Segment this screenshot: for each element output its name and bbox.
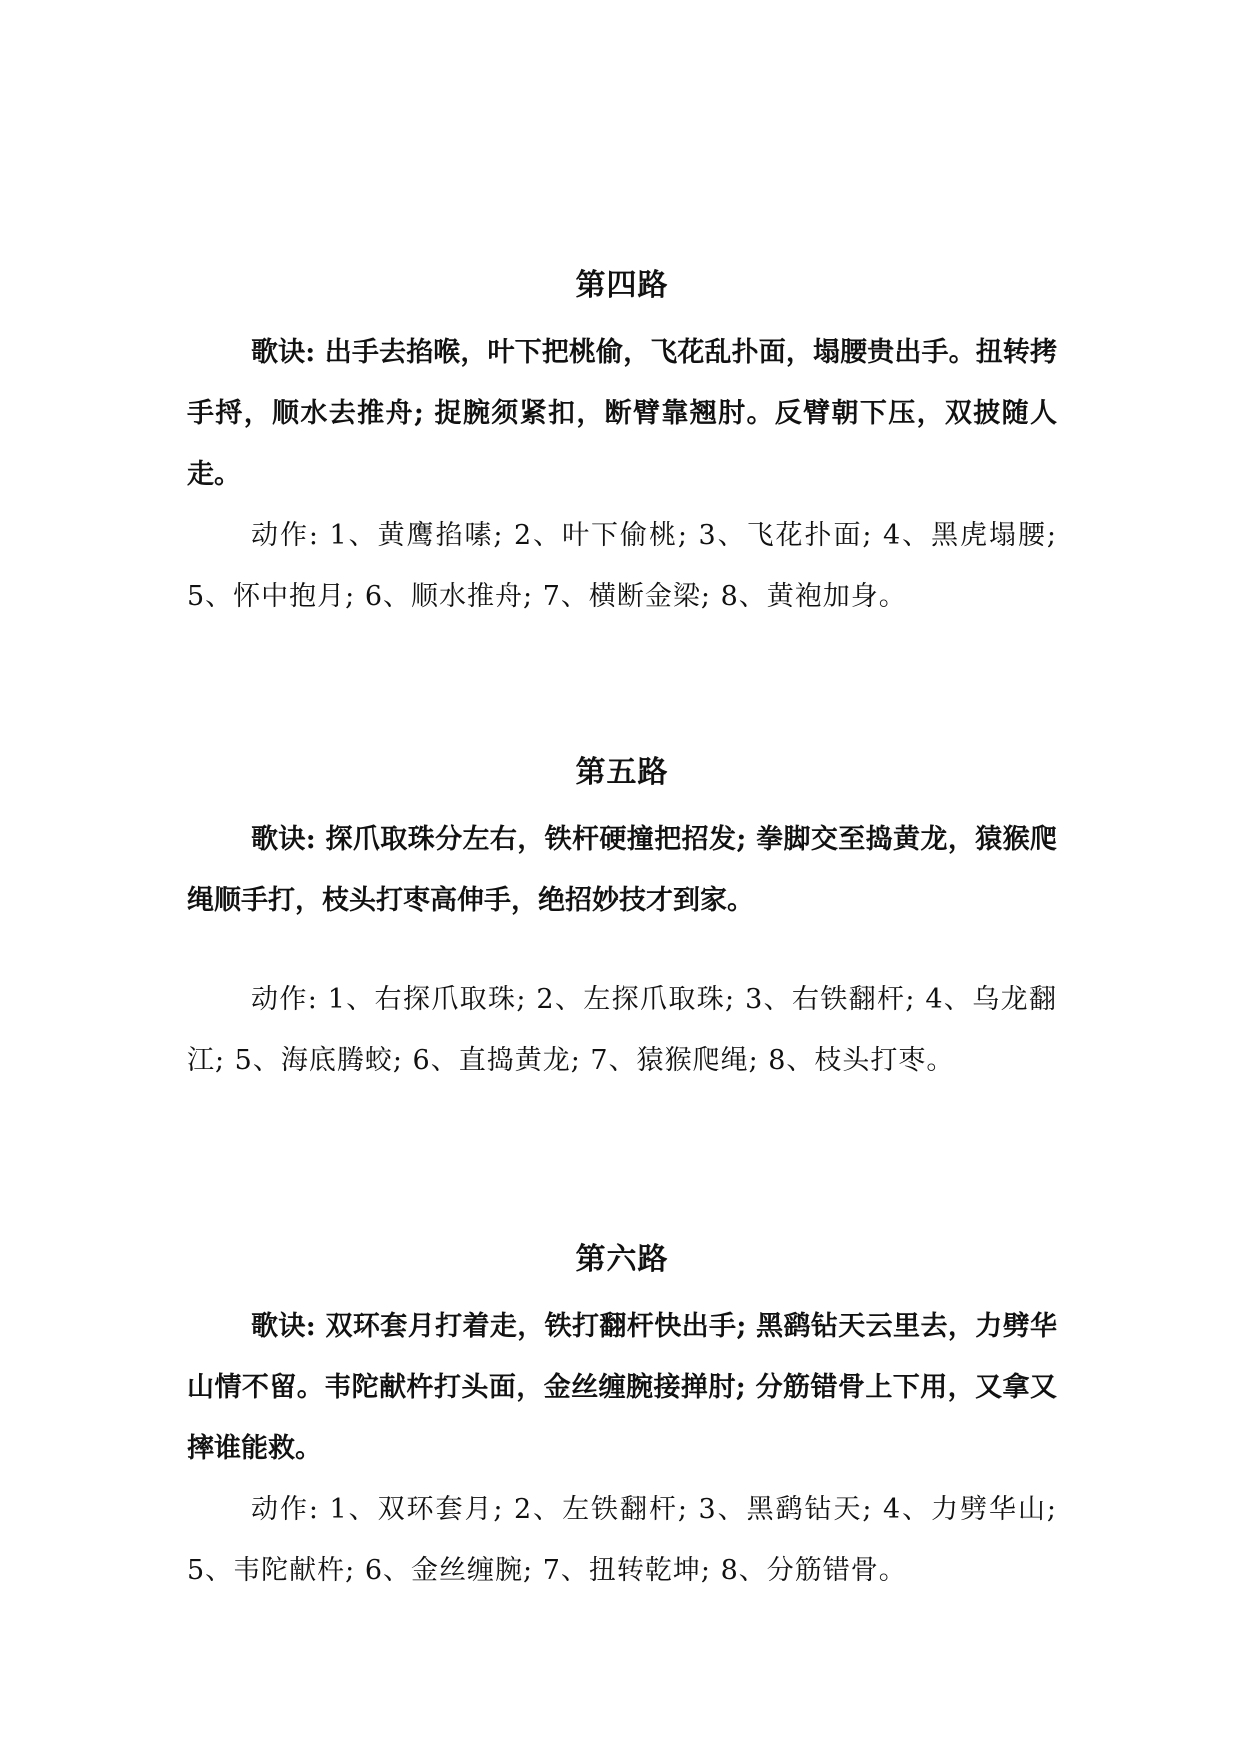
section-title: 第六路 — [575, 1242, 669, 1277]
actions-paragraph: 动作: 1、右探爪取珠; 2、左探爪取珠; 3、右铁翻杆; 4、乌龙翻江; 5、海底腾蛟; 6、直捣黄龙; 7、猿猴爬绳; 8、枝头打枣。 — [187, 984, 1057, 1076]
section-4 — [187, 266, 1057, 627]
actions-paragraph: 动作: 1、黄鹰掐嗉; 2、叶下偷桃; 3、飞花扑面; 4、黑虎塌腰; 5、怀中抱月; 6、顺水推舟; 7、横断金梁; 8、黄袍加身。 — [187, 520, 1057, 612]
section-6 — [187, 1240, 1057, 1601]
lyrics-paragraph: 歌诀: 探爪取珠分左右，铁杆硬撞把招发; 拳脚交至捣黄龙，猿猴爬绳顺手打，枝头打枣高伸手，绝招妙技才到家。 — [187, 824, 1057, 916]
section-title: 第四路 — [575, 268, 669, 303]
lyrics-paragraph: 歌诀: 双环套月打着走，铁打翻杆快出手; 黑鹞钻天云里去，力劈华山情不留。韦陀献杵打头面，金丝缠腕接掸肘; 分筋错骨上下用，又拿又摔谁能救。 — [187, 1311, 1057, 1464]
section-5 — [187, 753, 1057, 1091]
section-title: 第五路 — [575, 755, 669, 790]
actions-paragraph: 动作: 1、双环套月; 2、左铁翻杆; 3、黑鹞钻天; 4、力劈华山; 5、韦陀献杵; 6、金丝缠腕; 7、扭转乾坤; 8、分筋错骨。 — [187, 1494, 1057, 1586]
lyrics-paragraph: 歌诀: 出手去掐喉，叶下把桃偷，飞花乱扑面，塌腰贵出手。扭转拷手捋，顺水去推舟; 捉腕须紧扣，断臂靠翘肘。反臂朝下压，双披随人走。 — [187, 337, 1057, 490]
